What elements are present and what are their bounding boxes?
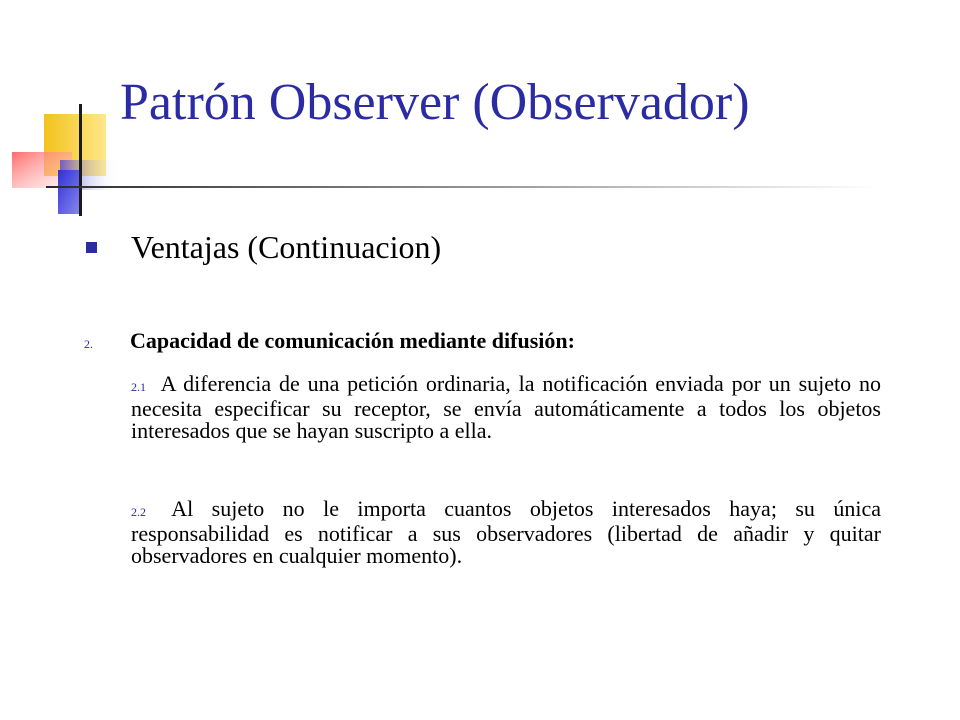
item-heading: Capacidad de comunicación mediante difusión: bbox=[130, 328, 575, 353]
item-number: 2. bbox=[84, 337, 93, 351]
paragraph-text: Al sujeto no le importa cuantos objetos interesados haya; su única responsabilidad es notificar a sus observadores (libertad de añadir y quitar observadores en cualquier momento). bbox=[131, 496, 882, 568]
slide-title: Patrón Observer (Observador) bbox=[120, 74, 750, 131]
paragraph-text: A diferencia de una petición ordinaria, la notificación enviada por un sujeto no necesita especificar su receptor, se envía automáticamente a todos los objetos interesados que se hayan suscripto a ella. bbox=[131, 371, 881, 443]
bullet-square-icon bbox=[86, 242, 97, 253]
bullet-text: Ventajas (Continuacion) bbox=[131, 229, 442, 265]
title-divider bbox=[46, 186, 876, 188]
paragraph-number: 2.2 bbox=[131, 505, 146, 519]
paragraph-number: 2.1 bbox=[131, 380, 146, 394]
bullet-item bbox=[86, 228, 441, 266]
paragraph-2-2 bbox=[131, 498, 881, 567]
decorative-logo bbox=[0, 90, 130, 220]
numbered-item bbox=[84, 328, 575, 354]
paragraph-2-1 bbox=[131, 373, 881, 442]
